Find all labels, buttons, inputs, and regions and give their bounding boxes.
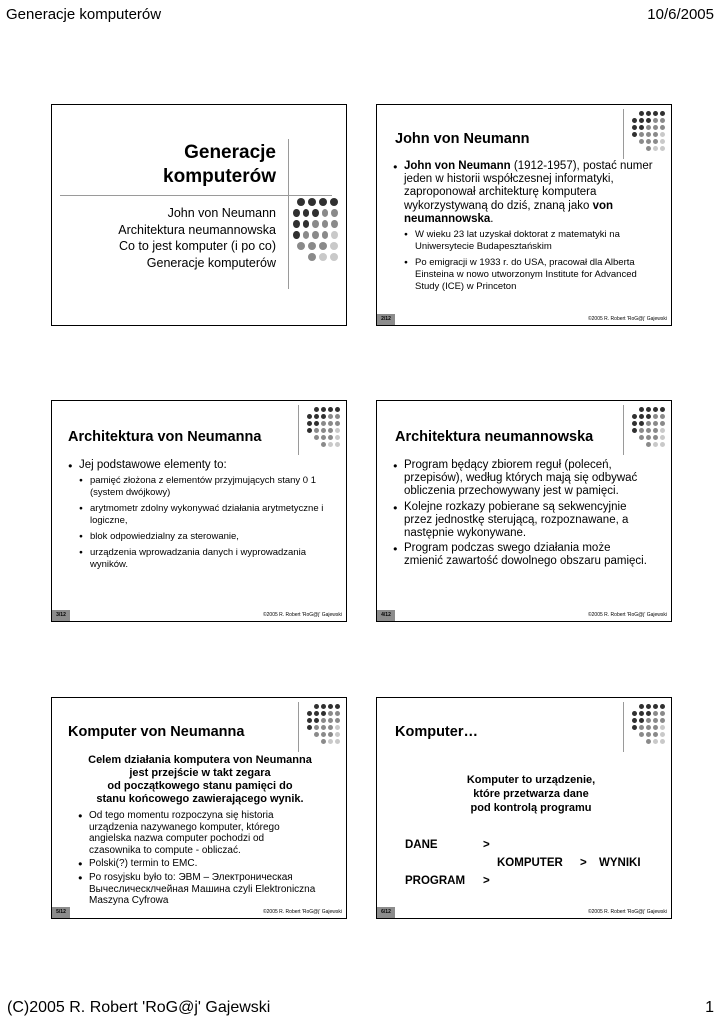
dot [297, 198, 305, 206]
list-item: ● Program podczas swego działania może zmienić zawartość dowolnego obszaru pamięci. [393, 542, 649, 568]
list-item: ● Polski(?) termin to EMC. [78, 858, 316, 870]
slide-number: 6/12 [377, 907, 395, 918]
dot [307, 718, 312, 723]
dot-row [625, 111, 665, 118]
page-header-date: 10/6/2005 [647, 6, 714, 23]
dot-grid-decoration [290, 198, 338, 264]
dot [328, 718, 333, 723]
dot [660, 718, 665, 723]
dot [335, 725, 340, 730]
dot [307, 421, 312, 426]
dot [632, 118, 637, 123]
list-item: ● Program będący zbiorem reguł (poleceń, przepisów), według których mają się odbywać obliczenia przechowywany jest w pamięci. [393, 459, 649, 499]
dot [321, 442, 326, 447]
slide-copyright: ©2005 R. Robert 'RoG@j' Gajewski [587, 316, 667, 322]
slide-6 [376, 697, 672, 919]
bullet-list [393, 160, 653, 297]
dot-grid-decoration [625, 704, 665, 746]
dot [632, 711, 637, 716]
list-item: ● Kolejne rozkazy pobierane są sekwencyjnie przez jednostkę sterującą, rozpoznawane, a następnie wykonywane. [393, 501, 649, 541]
dot [319, 198, 327, 206]
slide-3 [51, 400, 347, 622]
divider-vertical [298, 405, 299, 455]
dot [632, 125, 637, 130]
dot [653, 139, 658, 144]
slide-number: 4/12 [377, 610, 395, 621]
definition-line: które przetwarza dane [473, 788, 589, 800]
dot-row [625, 732, 665, 739]
slide-copyright: ©2005 R. Robert 'RoG@j' Gajewski [262, 909, 342, 915]
slide-copyright: ©2005 R. Robert 'RoG@j' Gajewski [262, 612, 342, 618]
dot [639, 414, 644, 419]
divider-vertical [623, 702, 624, 752]
dot [335, 407, 340, 412]
page-footer-number: 1 [705, 999, 714, 1016]
dot [321, 711, 326, 716]
slide-title [163, 141, 276, 189]
dot [328, 711, 333, 716]
dot [646, 718, 651, 723]
dot-row [290, 242, 338, 253]
dot [639, 428, 644, 433]
dot [653, 118, 658, 123]
dot [660, 146, 665, 151]
dot [646, 139, 651, 144]
dot [307, 711, 312, 716]
dot [307, 428, 312, 433]
slide-4 [376, 400, 672, 622]
dot [653, 146, 658, 151]
intro-line: jest przejście w takt zegara [129, 767, 271, 779]
dot [653, 414, 658, 419]
dot-row [625, 132, 665, 139]
dot [330, 253, 338, 261]
dot [646, 118, 651, 123]
slide-1 [51, 104, 347, 326]
dot [639, 732, 644, 737]
slide-title: Komputer… [395, 724, 478, 740]
dot-row [300, 407, 340, 414]
dot [321, 732, 326, 737]
dot [660, 118, 665, 123]
dot [330, 242, 338, 250]
dot [335, 704, 340, 709]
dot-grid-decoration [625, 407, 665, 449]
dot [646, 442, 651, 447]
dot-row [625, 414, 665, 421]
dot [335, 732, 340, 737]
dot-row [625, 125, 665, 132]
dot [646, 435, 651, 440]
list-item: ● Jej podstawowe elementy to: ● pamięć złożona z elementów przyjmujących stany 0 1 (system dwójkowy) ● arytmometr zdolny wykonywać działania arytmetyczne i logiczne, ● blok odpowiedzialny za sterowanie, ● urządzenia wprowadzania danych i wyprowadzania wyników. [68, 459, 334, 571]
dot [646, 111, 651, 116]
page-footer-text: (C)2005 R. Robert 'RoG@j' Gajewski [7, 999, 271, 1016]
dot-row [625, 139, 665, 146]
slide-copyright: ©2005 R. Robert 'RoG@j' Gajewski [587, 909, 667, 915]
dot [335, 435, 340, 440]
dot [660, 711, 665, 716]
slide-number: 2/12 [377, 314, 395, 325]
dot [632, 428, 637, 433]
intro-line: Celem działania komputera von Neumanna [88, 754, 312, 766]
dot [314, 732, 319, 737]
dot [646, 732, 651, 737]
dot-row [290, 220, 338, 231]
dot [303, 220, 310, 228]
dot [321, 739, 326, 744]
dot [314, 414, 319, 419]
dot [308, 242, 316, 250]
dot [646, 407, 651, 412]
divider-vertical [623, 405, 624, 455]
dot-row [290, 231, 338, 242]
dot [646, 711, 651, 716]
dot [653, 442, 658, 447]
dot [646, 414, 651, 419]
divider-vertical [623, 109, 624, 159]
list-item: ● John von Neumann (1912-1957), postać numer jeden w historii współczesnej informatyki, zaproponował architekturę komputera wykorzystywaną do dziś, znaną jako von neumannowska. ● W wieku 23 lat uzyskał doktorat z matematyki na Uniwersytecie Budapesztańskim ● Po emigracji w 1933 r. do USA, pracował dla Alberta Einsteina w nowo utworzonym Institute for Advanced Study (ICE) w Princeton [393, 160, 653, 293]
dot [307, 725, 312, 730]
dot [314, 435, 319, 440]
slide-copyright: ©2005 R. Robert 'RoG@j' Gajewski [587, 612, 667, 618]
sub-list-item: ● W wieku 23 lat uzyskał doktorat z matematyki na Uniwersytecie Budapesztańskim [404, 229, 653, 253]
dot [331, 209, 338, 217]
dot [660, 125, 665, 130]
dot-row [625, 407, 665, 414]
dot [321, 407, 326, 412]
dot [660, 739, 665, 744]
title-line-2: komputerów [163, 166, 276, 187]
dot [328, 739, 333, 744]
dot [307, 414, 312, 419]
dot [321, 435, 326, 440]
dot [639, 407, 644, 412]
dot [653, 421, 658, 426]
sub-list [404, 229, 653, 293]
arrow-dane: > [483, 839, 490, 851]
bullet-list [78, 810, 316, 909]
sub-list-item: ● blok odpowiedzialny za sterowanie, [79, 531, 334, 543]
dot [646, 725, 651, 730]
dot [322, 220, 329, 228]
dot [312, 231, 319, 239]
dot [335, 428, 340, 433]
intro-line: stanu końcowego zawierającego wynik. [96, 793, 304, 805]
dot [660, 111, 665, 116]
slide-number: 3/12 [52, 610, 70, 621]
dot [314, 718, 319, 723]
dot-row [625, 428, 665, 435]
dot-row [290, 209, 338, 220]
dot-row [300, 435, 340, 442]
dot [646, 132, 651, 137]
dot [303, 231, 310, 239]
arrow-komputer: > [580, 857, 587, 869]
dot [660, 704, 665, 709]
label-komputer: KOMPUTER [497, 857, 563, 869]
dot [331, 231, 338, 239]
list-item: ● Od tego momentu rozpoczyna się historia urządzenia nazywanego komputer, którego angielska nazwa computer pochodzi od czasownika to compute - obliczać. [78, 810, 316, 856]
dot [639, 704, 644, 709]
dot [293, 220, 300, 228]
dot [328, 732, 333, 737]
dot [646, 704, 651, 709]
dot [639, 132, 644, 137]
dot [639, 118, 644, 123]
intro-line: od początkowego stanu pamięci do [107, 780, 293, 792]
slide-title: Architektura neumannowska [395, 429, 594, 445]
slide-number: 5/12 [52, 907, 70, 918]
dot [322, 209, 329, 217]
sub-list-item: ● urządzenia wprowadzania danych i wyprowadzania wyników. [79, 547, 334, 571]
dot [660, 428, 665, 433]
list-item: ● Po rosyjsku było to: ЭВМ – Электроническая Вычеслическлчейная Машина czyli Elektroniczna Maszyna Cyfrowa [78, 872, 316, 907]
dot-grid-decoration [300, 407, 340, 449]
agenda-list [118, 205, 276, 271]
dot [653, 125, 658, 130]
dot [653, 111, 658, 116]
agenda-item: John von Neumann [167, 206, 276, 220]
dot [314, 725, 319, 730]
dot [646, 428, 651, 433]
dot [660, 132, 665, 137]
dot-row [290, 253, 338, 264]
dot-row [625, 739, 665, 746]
dot [653, 718, 658, 723]
dot [646, 146, 651, 151]
dot [314, 704, 319, 709]
dot-row [625, 704, 665, 711]
dot [660, 139, 665, 144]
dot [328, 428, 333, 433]
dot [653, 435, 658, 440]
dot [639, 139, 644, 144]
dot [331, 220, 338, 228]
dot [653, 132, 658, 137]
dot-row [625, 146, 665, 153]
sub-list-item: ● pamięć złożona z elementów przyjmujących stany 0 1 (system dwójkowy) [79, 475, 334, 499]
dot [321, 421, 326, 426]
slide-title: Komputer von Neumanna [68, 724, 245, 740]
dot [632, 132, 637, 137]
definition-line: Komputer to urządzenie, [466, 774, 596, 786]
bullet-list [68, 459, 334, 575]
dot [639, 711, 644, 716]
dot-row [300, 725, 340, 732]
sub-list-item: ● Po emigracji w 1933 r. do USA, pracował dla Alberta Einsteina w nowo utworzonym Institute for Advanced Study (ICE) w Princeton [404, 257, 653, 293]
dot [660, 442, 665, 447]
slide-2 [376, 104, 672, 326]
divider-vertical [298, 702, 299, 752]
agenda-item: Generacje komputerów [146, 255, 276, 270]
dot [639, 725, 644, 730]
dot [328, 725, 333, 730]
dot [293, 231, 300, 239]
dot-row [625, 435, 665, 442]
dot [639, 421, 644, 426]
dot [653, 711, 658, 716]
label-program: PROGRAM [405, 875, 466, 887]
dot [660, 725, 665, 730]
dot [328, 442, 333, 447]
dot [653, 428, 658, 433]
dot [653, 407, 658, 412]
slide-5 [51, 697, 347, 919]
dot [319, 253, 327, 261]
dot [312, 209, 319, 217]
dot [314, 407, 319, 412]
dot-row [625, 118, 665, 125]
dot-row [625, 442, 665, 449]
dot [653, 704, 658, 709]
dot [321, 704, 326, 709]
dot [335, 739, 340, 744]
divider-vertical [288, 139, 289, 289]
dot [328, 414, 333, 419]
dot [328, 407, 333, 412]
dot-grid-decoration [300, 704, 340, 746]
label-wyniki: WYNIKI [599, 857, 641, 869]
dot-row [300, 428, 340, 435]
dot [639, 125, 644, 130]
dot-row [625, 711, 665, 718]
dot [330, 198, 338, 206]
dot-row [625, 718, 665, 725]
definition-line: pod kontrolą programu [470, 802, 592, 814]
dot [328, 421, 333, 426]
dot-row [625, 725, 665, 732]
dot [335, 421, 340, 426]
dot-row [300, 718, 340, 725]
dot [321, 725, 326, 730]
dot [660, 732, 665, 737]
dot [646, 125, 651, 130]
dot [328, 704, 333, 709]
dot [314, 421, 319, 426]
dot [632, 718, 637, 723]
dot-row [300, 421, 340, 428]
dot [335, 442, 340, 447]
dot-row [300, 414, 340, 421]
dot [660, 414, 665, 419]
dot [312, 220, 319, 228]
sub-list [79, 475, 334, 571]
intro-text [62, 754, 338, 806]
dot [319, 242, 327, 250]
dot [321, 428, 326, 433]
dot [632, 421, 637, 426]
slide-title: Architektura von Neumanna [68, 429, 262, 445]
dot [314, 711, 319, 716]
dot [321, 414, 326, 419]
label-dane: DANE [405, 839, 438, 851]
dot-row [300, 732, 340, 739]
dot [308, 253, 316, 261]
dot [293, 209, 300, 217]
dot [297, 242, 305, 250]
dot [322, 231, 329, 239]
dot [660, 421, 665, 426]
arrow-program: > [483, 875, 490, 887]
dot [653, 725, 658, 730]
dot [303, 209, 310, 217]
dot [314, 428, 319, 433]
dot-row [300, 704, 340, 711]
dot [660, 407, 665, 412]
dot [653, 732, 658, 737]
dot [646, 739, 651, 744]
dot [653, 739, 658, 744]
dot-row [300, 739, 340, 746]
page-header-title: Generacje komputerów [6, 6, 162, 23]
dot-row [300, 711, 340, 718]
dot [321, 718, 326, 723]
dot-row [300, 442, 340, 449]
dot [646, 421, 651, 426]
slide-title: John von Neumann [395, 131, 530, 147]
agenda-item: Architektura neumannowska [118, 222, 276, 237]
divider-horizontal [60, 195, 332, 196]
bullet-list [393, 459, 649, 571]
dot [335, 414, 340, 419]
definition-text [437, 773, 625, 815]
dot [660, 435, 665, 440]
dot-row [290, 198, 338, 209]
sub-list-item: ● arytmometr zdolny wykonywać działania arytmetyczne i logiczne, [79, 503, 334, 527]
dot [639, 435, 644, 440]
dot [639, 718, 644, 723]
dot [632, 414, 637, 419]
title-line-1: Generacje [184, 142, 276, 163]
dot-grid-decoration [625, 111, 665, 153]
dot-row [625, 421, 665, 428]
agenda-item: Co to jest komputer (i po co) [118, 239, 276, 253]
dot [335, 718, 340, 723]
dot [632, 725, 637, 730]
dot [639, 111, 644, 116]
dot [335, 711, 340, 716]
dot [308, 198, 316, 206]
dot [328, 435, 333, 440]
